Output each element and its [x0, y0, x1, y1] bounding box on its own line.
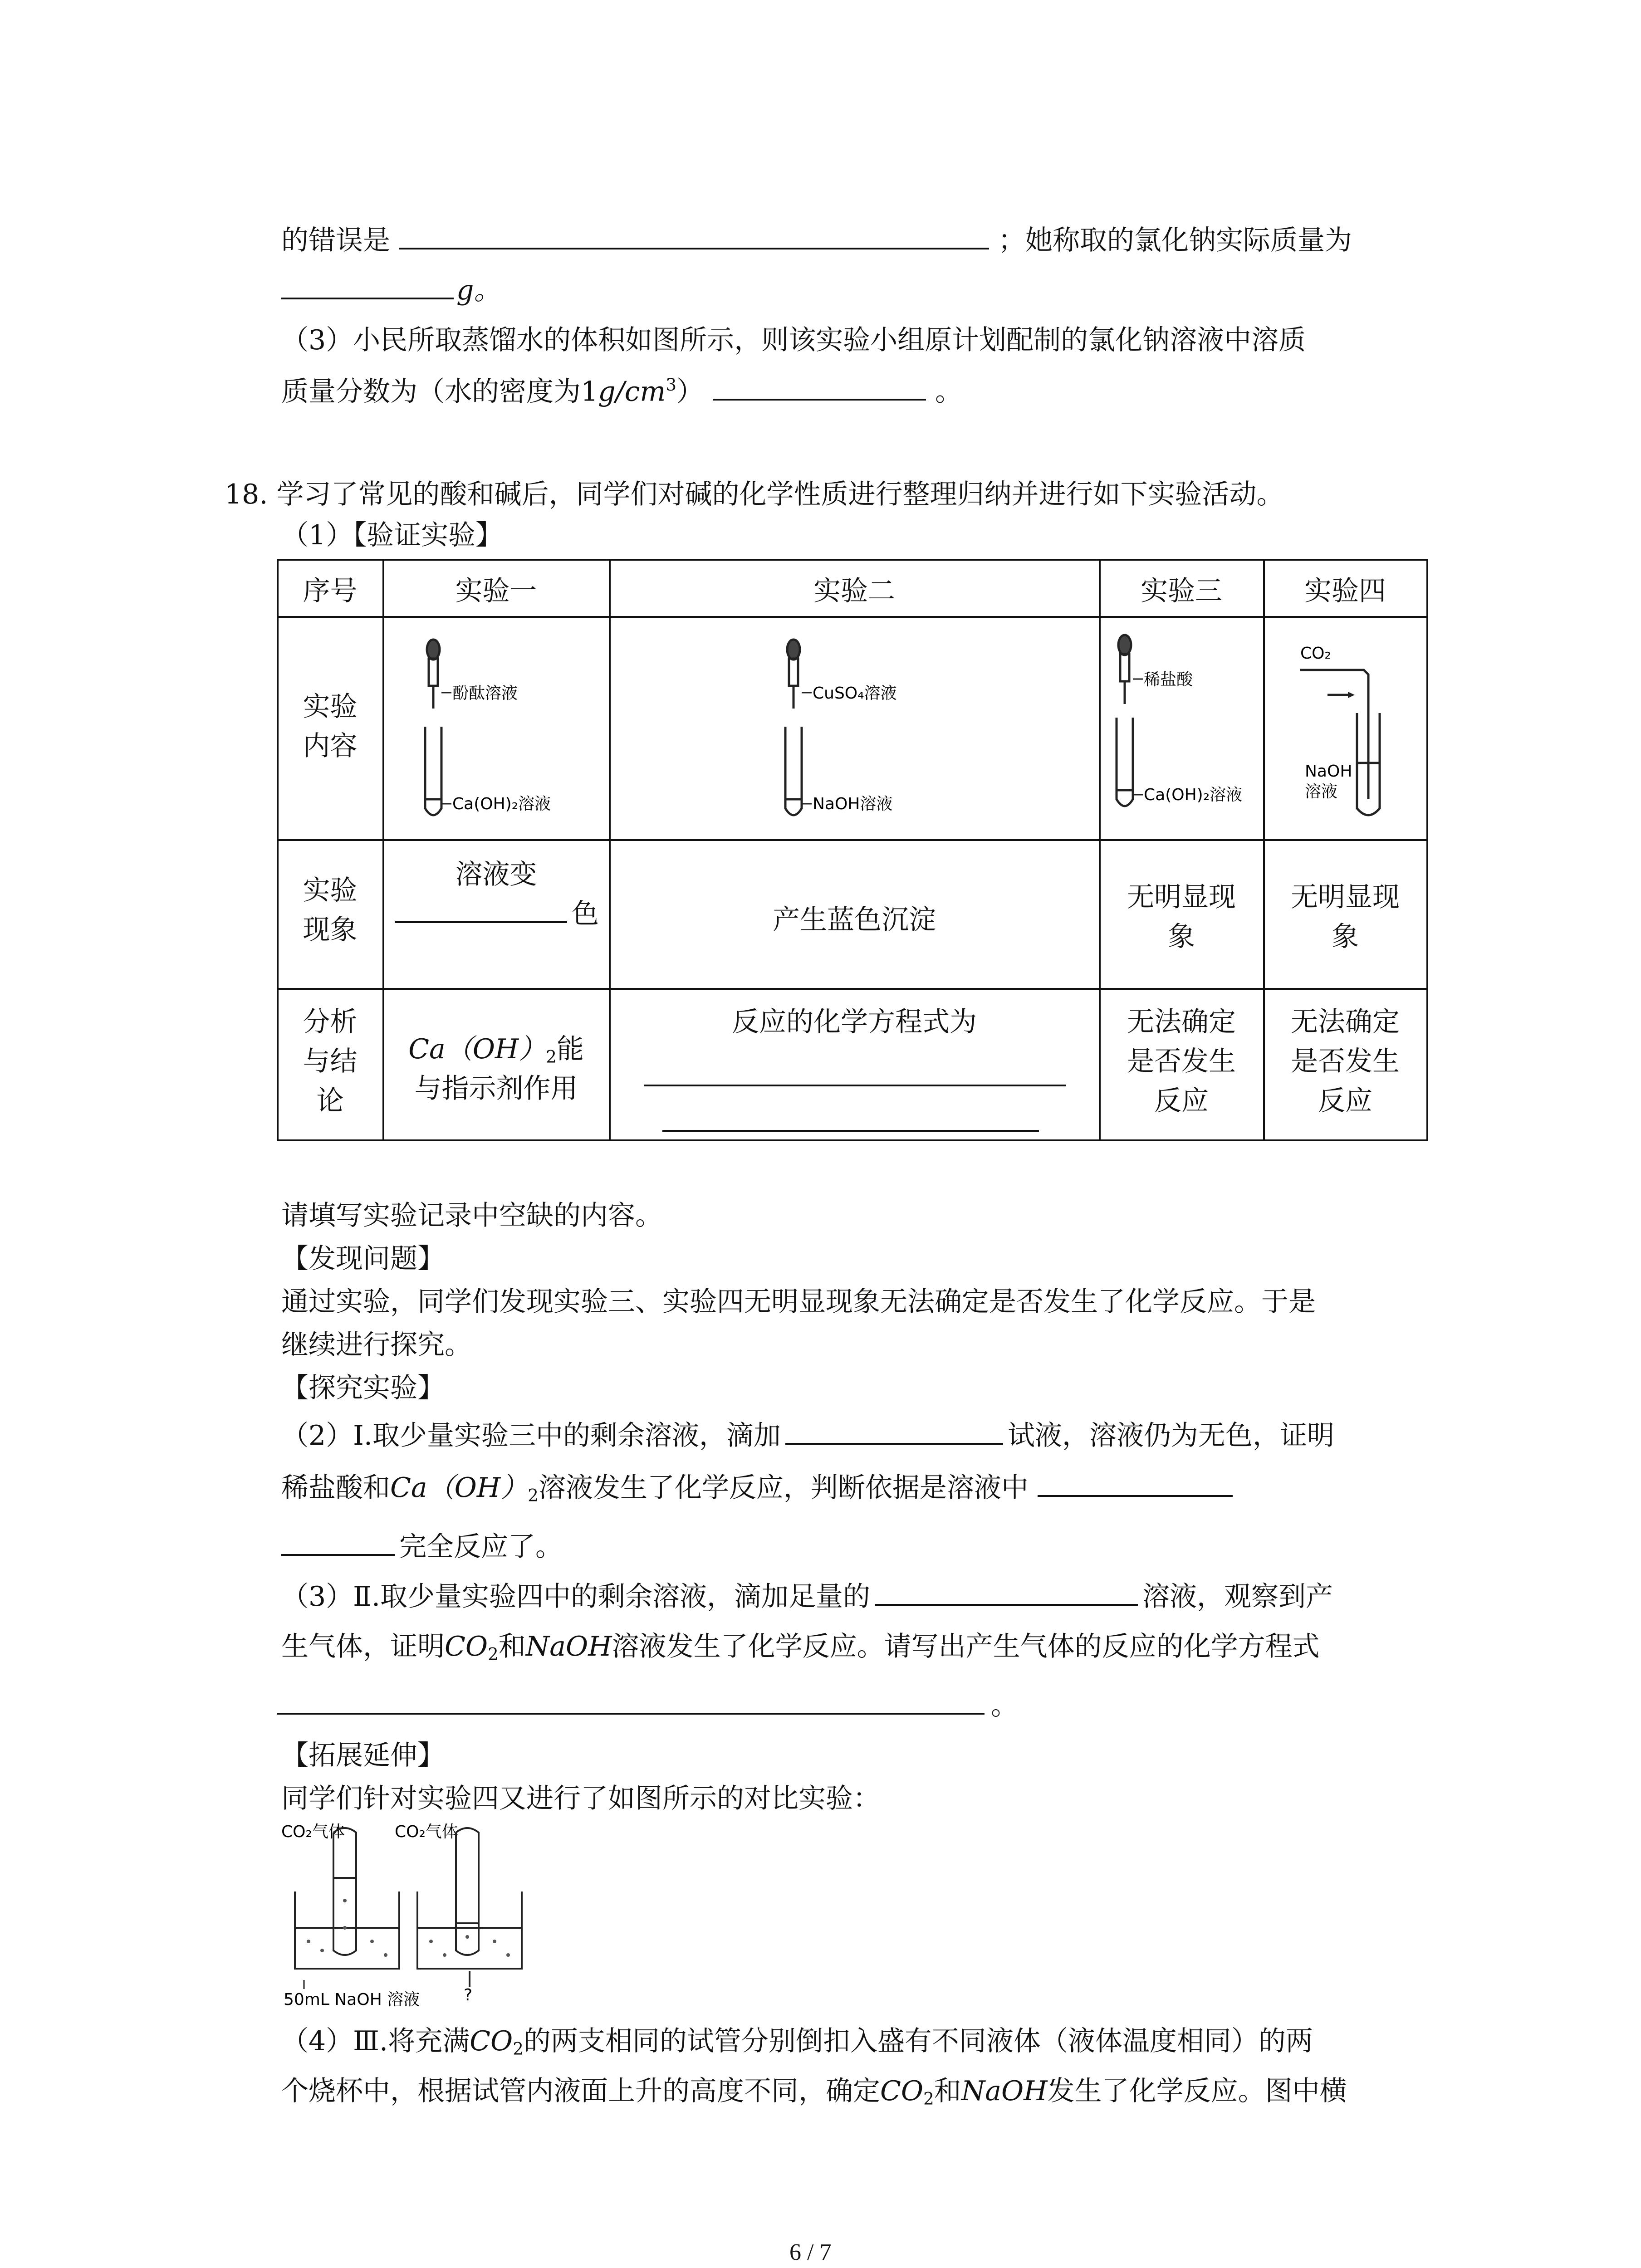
answer-blank[interactable]: [1038, 1495, 1233, 1497]
fig3-top-label: 稀盐酸: [1144, 670, 1193, 689]
q17-p3-line1: （3）小民所取蒸馏水的体积如图所示，则该实验小组原计划配制的氯化钠溶液中溶质: [281, 324, 1306, 356]
answer-blank[interactable]: [785, 1442, 1003, 1445]
exp1-phenomenon-blank-line: 色: [395, 900, 599, 928]
q17-line1: 的错误是 ；她称取的氯化钠实际质量为: [281, 225, 1352, 256]
row-label-content: 实验 内容: [303, 691, 358, 762]
exp2-analysis: 反应的化学方程式为: [732, 1006, 977, 1038]
q18-p2-line2: 稀盐酸和$Ca(OH)_2$溶液发生了化学反应，判断依据是溶液中: [281, 1474, 1233, 1504]
q18-p3-line1: （3）Ⅱ.取少量实验四中的剩余溶液，滴加足量的 溶液，观察到产: [281, 1581, 1333, 1613]
header-index: 序号: [303, 575, 358, 607]
q18-p2-line3: 完全反应了。: [281, 1533, 563, 1560]
comparison-beaker-figure: [277, 1819, 549, 2009]
exp4-analysis: 无法确定 是否发生 反应: [1291, 1006, 1400, 1117]
fill-note: 请填写实验记录中空缺的内容。: [281, 1200, 662, 1232]
exp2-dropper-tube-figure: [610, 618, 1099, 838]
exp1-dropper-tube-figure: [383, 618, 609, 838]
q18-p2-line1: （2）Ⅰ.取少量实验三中的剩余溶液，滴加 试液，溶液仍为无色，证明: [281, 1420, 1334, 1452]
exp2-phenomenon: 产生蓝色沉淀: [773, 904, 936, 936]
exp3-analysis: 无法确定 是否发生 反应: [1127, 1006, 1236, 1117]
q18-p4-line2: 个烧杯中，根据试管内液面上升的高度不同，确定$CO_2$和NaOH发生了化学反应。图中横: [281, 2075, 1347, 2109]
answer-blank[interactable]: [644, 1084, 1066, 1086]
exp3-phenomenon: 无明显现 象: [1127, 881, 1236, 953]
extend-heading: 【拓展延伸】: [281, 1740, 445, 1771]
row-label-analysis: 分析 与结 论: [303, 1006, 358, 1117]
find-problem-heading: 【发现问题】: [281, 1243, 445, 1275]
q18-p3-line3: 。: [277, 1692, 1018, 1719]
exp3-dropper-tube-figure: [1100, 618, 1263, 838]
explore-heading: 【探究实验】: [281, 1372, 445, 1404]
exp1-analysis: $Ca(OH)_2$能 与指示剂作用: [408, 1033, 584, 1105]
problem-text-1: 通过实验，同学们发现实验三、实验四无明显现象无法确定是否发生了化学反应。于是: [281, 1286, 1316, 1318]
q18-p4-line1: （4）Ⅲ.将充满$CO_2$的两支相同的试管分别倒扣入盛有不同液体（液体温度相同）的两: [281, 2025, 1313, 2059]
problem-text-2: 继续进行探究。: [281, 1329, 472, 1361]
answer-blank[interactable]: [277, 1712, 985, 1715]
fig-label-right: ?: [464, 1986, 473, 2004]
q17-line2: g。: [281, 277, 501, 304]
answer-blank[interactable]: [281, 1554, 395, 1556]
answer-blank[interactable]: [662, 1129, 1039, 1132]
exp1-phenomenon: 溶液变: [455, 859, 537, 890]
row-label-phenomenon: 实验 现象: [303, 875, 358, 946]
extend-text: 同学们针对实验四又进行了如图所示的对比实验：: [281, 1783, 880, 1814]
q18-sub1: （1）【验证实验】: [281, 519, 503, 551]
answer-blank[interactable]: [713, 398, 926, 401]
fig2-top-label: CuSO₄溶液: [813, 684, 897, 703]
answer-blank[interactable]: [399, 247, 989, 249]
answer-blank[interactable]: [875, 1603, 1138, 1606]
fig-co2-label-2: CO₂气体: [395, 1823, 458, 1841]
answer-blank[interactable]: [281, 297, 454, 299]
q18-p3-line2: 生气体，证明$CO_2$和NaOH溶液发生了化学反应。请写出产生气体的反应的化学方程式: [281, 1631, 1320, 1664]
fig2-bottom-label: NaOH溶液: [813, 795, 893, 813]
exp4-phenomenon: 无明显现 象: [1291, 881, 1400, 953]
answer-blank[interactable]: [395, 921, 567, 923]
q17-p3-line2: 质量分数为（水的密度为$1g/cm^3$） 。: [281, 375, 962, 408]
fig4-top-label: CO₂: [1300, 644, 1331, 663]
fig-label-left: 50mL NaOH 溶液: [284, 1990, 420, 2009]
header-exp2: 实验二: [813, 575, 895, 607]
exp4-gas-tube-figure: [1264, 618, 1426, 838]
fig-co2-label-1: CO₂气体: [281, 1823, 345, 1841]
q18-intro: 18. 学习了常见的酸和碱后，同学们对碱的化学性质进行整理归纳并进行如下实验活动。: [225, 479, 1284, 510]
fig4-bottom-label-2: 溶液: [1305, 782, 1338, 801]
fig3-bottom-label: Ca(OH)₂溶液: [1144, 786, 1243, 804]
fig1-top-label: 酚酞溶液: [452, 684, 518, 703]
header-exp1: 实验一: [455, 575, 537, 607]
fig4-bottom-label-1: NaOH: [1305, 762, 1352, 781]
fig1-bottom-label: Ca(OH)₂溶液: [452, 795, 551, 813]
header-exp4: 实验四: [1304, 575, 1386, 607]
page-number: 6 / 7: [789, 2239, 832, 2265]
header-exp3: 实验三: [1141, 575, 1222, 607]
